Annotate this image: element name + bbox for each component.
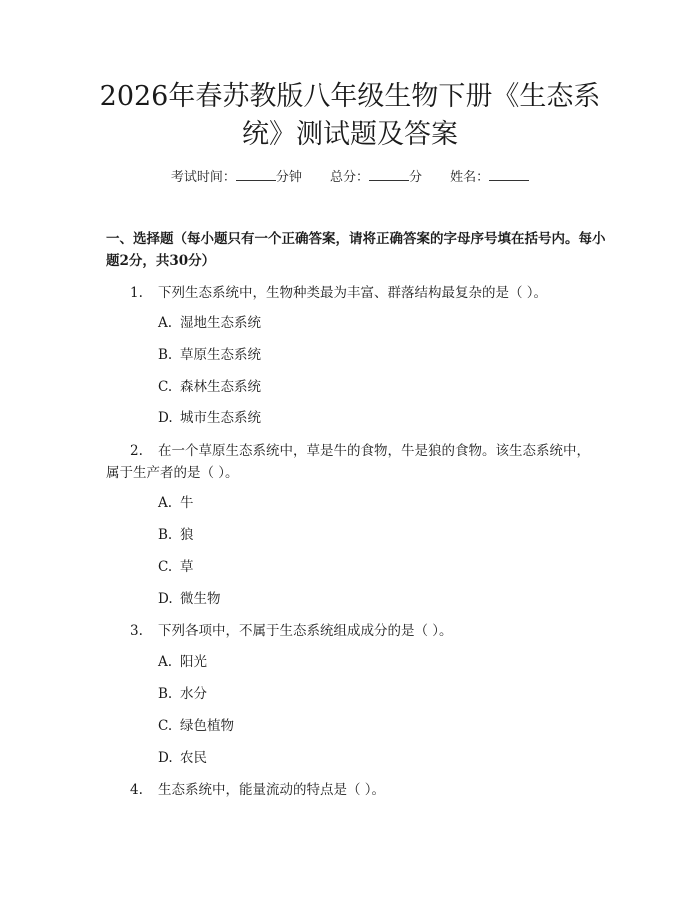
title-line-2: 统》测试题及答案 bbox=[242, 119, 458, 150]
option-letter: B. bbox=[158, 527, 173, 543]
option-3b bbox=[158, 684, 207, 704]
option-1b bbox=[158, 345, 261, 365]
option-text: 绿色植物 bbox=[180, 718, 234, 734]
option-text: 农民 bbox=[180, 750, 207, 766]
total-score bbox=[330, 168, 422, 188]
section-title: 一、选择题（每小题只有一个正确答案，请将正确答案的字母序号填在括号内。每小题2分，共30分） bbox=[106, 231, 606, 269]
option-1d bbox=[158, 408, 261, 428]
option-letter: D. bbox=[158, 410, 173, 426]
question-text: 下列各项中，不属于生态系统组成成分的是（ ）。 bbox=[158, 623, 453, 639]
option-text: 草原生态系统 bbox=[180, 347, 261, 363]
option-letter: C. bbox=[158, 379, 173, 395]
option-text: 森林生态系统 bbox=[180, 379, 261, 395]
option-letter: A. bbox=[158, 654, 173, 670]
total-score-label: 总分： bbox=[329, 170, 369, 185]
option-letter: D. bbox=[158, 750, 173, 766]
question-text: 在一个草原生态系统中，草是牛的食物，牛是狼的食物。该生态系统中，属于生产者的是（ ）。 bbox=[106, 443, 590, 481]
option-text: 牛 bbox=[180, 495, 194, 511]
question-3 bbox=[106, 620, 600, 642]
option-1a bbox=[158, 313, 261, 333]
option-text: 湿地生态系统 bbox=[180, 315, 261, 331]
option-2c bbox=[158, 557, 194, 577]
question-4 bbox=[106, 779, 600, 801]
question-text: 下列生态系统中，生物种类最为丰富、群落结构最复杂的是（ ）。 bbox=[158, 285, 548, 301]
option-letter: D. bbox=[158, 591, 173, 607]
exam-time bbox=[171, 168, 302, 188]
option-text: 水分 bbox=[180, 686, 207, 702]
exam-time-label: 考试时间： bbox=[170, 170, 236, 185]
option-text: 狼 bbox=[180, 527, 194, 543]
option-1c bbox=[158, 377, 261, 397]
question-2 bbox=[106, 440, 600, 484]
option-letter: A. bbox=[158, 315, 173, 331]
exam-time-unit: 分钟 bbox=[275, 170, 302, 185]
option-text: 阳光 bbox=[180, 654, 207, 670]
option-letter: A. bbox=[158, 495, 173, 511]
option-letter: B. bbox=[158, 347, 173, 363]
option-3d bbox=[158, 748, 207, 768]
option-text: 微生物 bbox=[180, 591, 221, 607]
title-line-1: 2026年春苏教版八年级生物下册《生态系 bbox=[99, 81, 601, 112]
option-3c bbox=[158, 716, 234, 736]
option-2b bbox=[158, 525, 194, 545]
student-name bbox=[450, 168, 529, 188]
question-text: 生态系统中，能量流动的特点是（ ）。 bbox=[158, 782, 386, 798]
total-score-blank bbox=[369, 168, 409, 181]
exam-time-blank bbox=[236, 168, 276, 181]
page-title bbox=[80, 78, 620, 154]
exam-info-line bbox=[0, 168, 700, 188]
option-letter: C. bbox=[158, 559, 173, 575]
option-3a bbox=[158, 652, 207, 672]
student-name-blank bbox=[489, 168, 529, 181]
total-score-unit: 分 bbox=[409, 170, 423, 185]
question-number: 2. bbox=[130, 443, 143, 459]
question-number: 3. bbox=[130, 623, 143, 639]
question-number: 1. bbox=[130, 285, 143, 301]
question-1 bbox=[106, 282, 600, 304]
option-text: 城市生态系统 bbox=[180, 410, 261, 426]
option-letter: C. bbox=[158, 718, 173, 734]
option-letter: B. bbox=[158, 686, 173, 702]
option-2a bbox=[158, 493, 194, 513]
student-name-label: 姓名： bbox=[450, 170, 490, 185]
question-number: 4. bbox=[130, 782, 143, 798]
option-text: 草 bbox=[180, 559, 194, 575]
option-2d bbox=[158, 589, 221, 609]
